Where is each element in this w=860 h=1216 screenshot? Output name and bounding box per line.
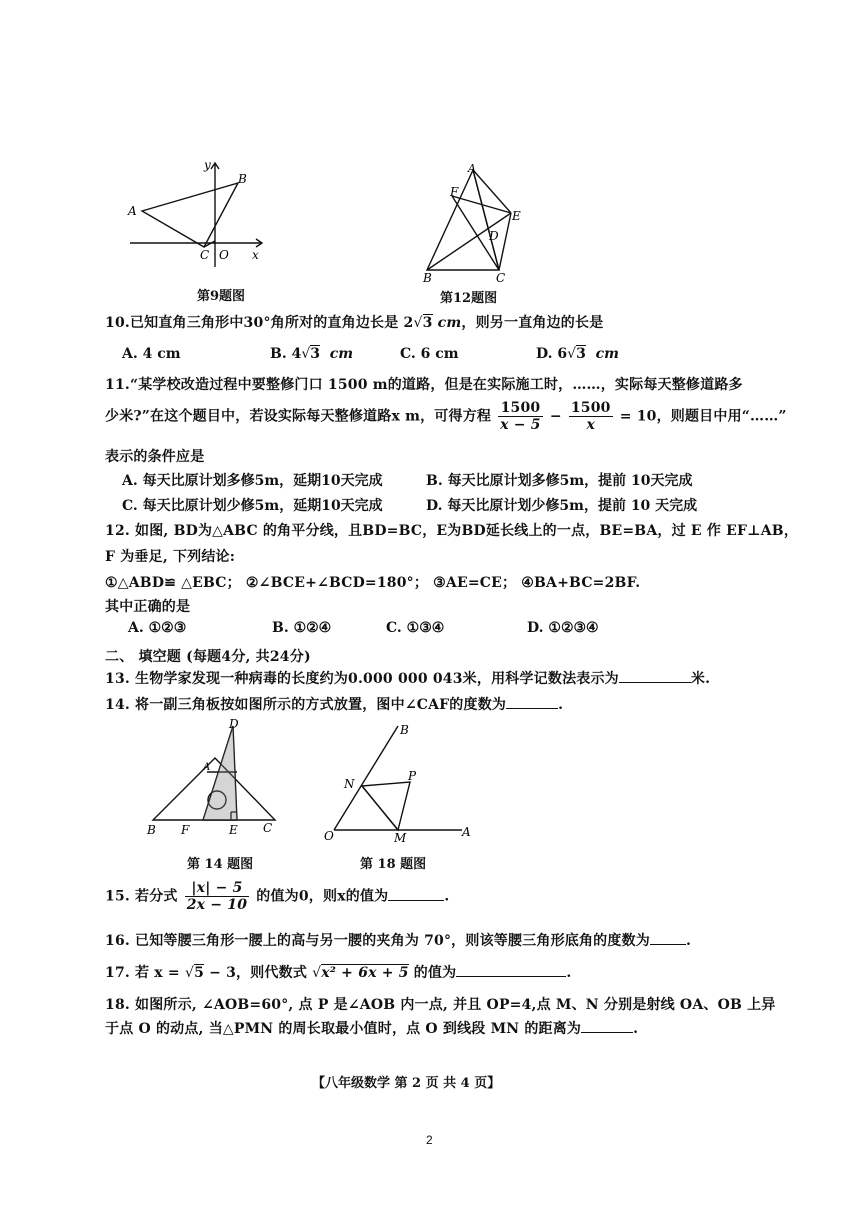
q11-option-a: A. 每天比原计划多修5m，延期10天完成 [122,473,383,489]
fig9-label-x: x [252,248,259,262]
q12-line-2: F 为垂足, 下列结论: [105,549,236,565]
figure-9 [120,155,270,270]
q14: 14. 将一副三角板按如图所示的方式放置，图中∠CAF的度数为 . [105,694,563,714]
fig18-label-o: O [324,829,334,843]
figure-12 [415,160,525,285]
q12-line-1: 12. 如图, BD为△ABC 的角平分线，且BD=BC，E为BD延长线上的一点，BE=BA，过 E 作 EF⊥AB， [105,523,799,539]
figure-18 [322,718,482,843]
q15-fraction: $\frac{|x| - 5}{2x - 10}$ [186,880,248,913]
fig18-label-a: A [462,825,471,839]
fig9-label-y: y [204,158,211,172]
page-footer: 【八年级数学 第 2 页 共 4 页】 [312,1076,501,1091]
fig9-label-c: C [200,248,210,262]
q18-line-1: 18. 如图所示, ∠AOB=60°, 点 P 是∠AOB 内一点, 并且 OP=4,点 M、N 分别是射线 OA、OB 上异 [105,997,776,1013]
fig9-label-o: O [219,248,229,262]
fig14-label-f: F [181,823,190,837]
q10-option-a: A. 4 cm [122,346,181,362]
q12-option-a: A. ①②③ [128,620,187,636]
q15: 15. 若分式 $\frac{|x| - 5}{2x - 10}$ 的值为0，则x的值为 . [105,880,450,913]
q12-option-d: D. ①②③④ [527,620,599,636]
fig9-label-b: B [238,172,247,186]
fig18-label-b: B [400,723,409,737]
section-2-heading: 二、 填空题 (每题4分, 共24分) [105,649,311,665]
fig18-caption: 第 18 题图 [360,857,427,872]
q16-blank [650,930,686,945]
q11-fraction-1: $\frac{1500}{x - 5}$ [500,400,541,433]
q16: 16. 已知等腰三角形一腰上的高与另一腰的夹角为 70°，则该等腰三角形底角的度数为 . [105,930,691,950]
q10-option-c: C. 6 cm [400,346,459,362]
q18-line-2: 于点 O 的动点, 当△PMN 的周长取最小值时，点 O 到线段 MN 的距离为 . [105,1018,638,1038]
q17: 17. 若 x = √5 − 3，则代数式 √x² + 6x + 5 的值为 . [105,962,571,982]
q11-option-d: D. 每天比原计划少修5m，提前 10 天完成 [426,498,698,514]
fig12-caption: 第12题图 [440,291,498,306]
fig14-label-a: A [203,762,211,773]
fig18-label-m: M [394,831,407,843]
q11-line-3: 表示的条件应是 [105,449,205,465]
fig12-label-c: C [496,271,506,285]
q13: 13. 生物学家发现一种病毒的长度约为0.000 000 043米，用科学记数法表示为 米. [105,668,710,688]
fig12-label-b: B [423,271,432,285]
q17-blank [456,962,566,977]
q15-blank [388,886,444,901]
fig14-label-e: E [229,823,238,837]
fig9-label-a: A [128,204,137,218]
q12-option-b: B. ①②④ [272,620,332,636]
fig14-caption: 第 14 题图 [187,857,254,872]
fig9-caption: 第9题图 [197,289,246,304]
fig18-label-n: N [344,777,355,791]
fig12-label-e: E [512,209,521,223]
q10-option-b: B. 4√3 cm [270,346,354,362]
q11-fraction-2: $\frac{1500}{x}$ [570,400,611,433]
fig12-label-a: A [468,162,476,175]
q12-option-c: C. ①③④ [386,620,445,636]
fig14-label-b: B [147,823,156,837]
fig12-label-f: F [450,185,459,199]
fig12-label-d: D [489,229,499,243]
page-number: 2 [426,1133,433,1147]
q13-blank [619,668,691,683]
q14-blank [506,694,558,709]
fig14-label-c: C [263,821,273,835]
fig18-label-p: P [408,769,417,783]
figure-14 [145,718,285,838]
q18-blank [581,1018,633,1033]
q11-option-b: B. 每天比原计划多修5m，提前 10天完成 [426,473,693,489]
q11-option-c: C. 每天比原计划少修5m，延期10天完成 [122,498,383,514]
q12-line-3: ①△ABD≌ △EBC； ②∠BCE+∠BCD=180°； ③AE=CE； ④BA+BC=2BF. [105,575,641,591]
q11-line-1: 11.“某学校改造过程中要整修门口 1500 m的道路，但是在实际施工时，……，实际每天整修道路多 [105,377,743,393]
q12-line-4: 其中正确的是 [105,599,191,615]
q11-line-2: 少米?”在这个题目中，若设实际每天整修道路x m，可得方程 $\frac{1500}{x - 5}$ − $\frac{1500}{x}$ = 10，则题目中用“……” [105,400,787,433]
q10-stem: 10.已知直角三角形中30°角所对的直角边长是 2√3 cm，则另一直角边的长是 [105,315,604,331]
q10-option-d: D. 6√3 cm [536,346,619,362]
fig14-label-d: D [229,718,239,731]
